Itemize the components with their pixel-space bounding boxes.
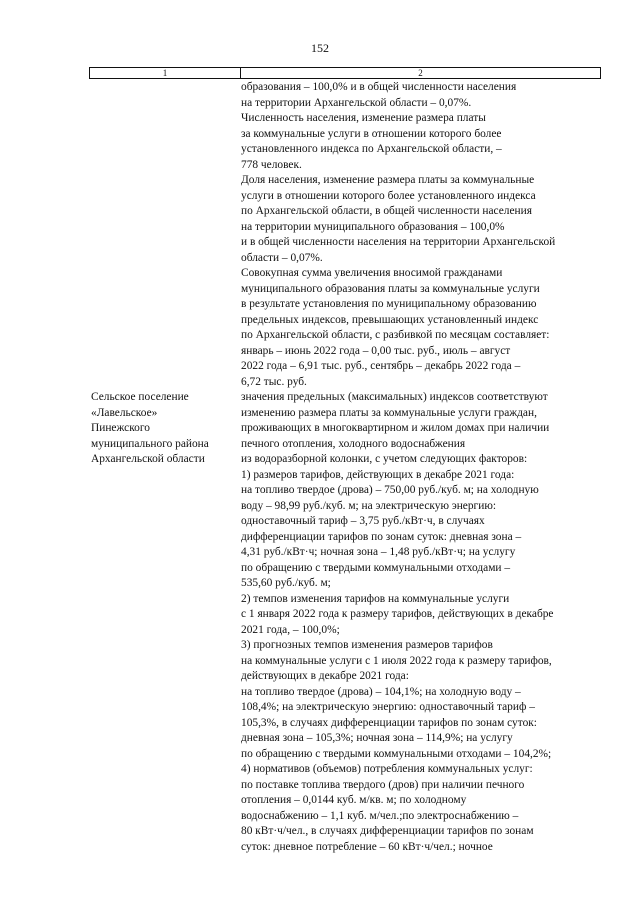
text-line: услуги в отношении которого более установленного индекса bbox=[241, 189, 536, 202]
text-line: дифференциации тарифов по зонам суток: дневная зона – bbox=[241, 530, 522, 543]
continued-text-block bbox=[241, 80, 606, 390]
text-line: суток: дневное потребление – 60 кВт·ч/чел.; ночное bbox=[241, 840, 493, 853]
text-line: 4,31 руб./кВт·ч; ночная зона – 1,48 руб./кВт·ч; на услугу bbox=[241, 546, 516, 558]
text-line: на коммунальные услуги с 1 июля 2022 года к размеру тарифов, bbox=[241, 654, 552, 667]
text-line: 1) размеров тарифов, действующих в декабре 2021 года: bbox=[241, 468, 515, 481]
municipality-description-cell bbox=[241, 390, 606, 855]
text-line: установленного индекса по Архангельской области, – bbox=[241, 143, 502, 155]
text-line: на топливо твердое (дрова) – 750,00 руб./куб. м; на холодную bbox=[241, 484, 539, 496]
text-line: и в общей численности населения на территории Архангельской bbox=[241, 236, 556, 248]
table-header-col-2: 2 bbox=[418, 68, 423, 78]
text-line: изменению размера платы за коммунальные услуги граждан, bbox=[241, 406, 537, 419]
text-line: по Архангельской области, с разбивкой по месяцам составляет: bbox=[241, 329, 550, 341]
municipality-name-cell bbox=[91, 390, 239, 468]
text-line: воду – 98,99 руб./куб. м; на электрическую энергию: bbox=[241, 499, 496, 512]
page-number: 152 bbox=[311, 41, 329, 55]
municipality-name-line: Пинежского bbox=[91, 422, 150, 434]
text-line: предельных индексов, превышающих установленный индекс bbox=[241, 313, 539, 326]
text-line: печного отопления, холодного водоснабжения bbox=[241, 437, 466, 450]
text-line: 4) нормативов (объемов) потребления коммунальных услуг: bbox=[241, 763, 533, 775]
text-line: образования – 100,0% и в общей численности населения bbox=[241, 81, 517, 93]
text-line: на территории муниципального образования – 100,0% bbox=[241, 220, 505, 233]
text-line: по обращению с твердыми коммунальными отходами – 104,2%; bbox=[241, 747, 552, 760]
table-header-col-1: 1 bbox=[90, 68, 241, 78]
text-line: муниципального образования платы за коммунальные услуги bbox=[241, 282, 540, 295]
text-line: 80 кВт·ч/чел., в случаях дифференциации тарифов по зонам bbox=[241, 825, 534, 837]
text-line: 535,60 руб./куб. м; bbox=[241, 577, 331, 589]
text-line: 2022 года – 6,91 тыс. руб., сентябрь – декабрь 2022 года – bbox=[241, 360, 521, 372]
text-line: действующих в декабре 2021 года: bbox=[241, 670, 409, 682]
text-line: 778 человек. bbox=[241, 158, 302, 171]
text-line: по Архангельской области, в общей численности населения bbox=[241, 205, 532, 217]
text-line: январь – июнь 2022 года – 0,00 тыс. руб., июль – август bbox=[241, 344, 511, 357]
text-line: на территории Архангельской области – 0,07%. bbox=[241, 96, 472, 109]
text-line: проживающих в многоквартирном и жилом домах при наличии bbox=[241, 422, 550, 434]
text-line: на топливо твердое (дрова) – 104,1%; на холодную воду – bbox=[241, 685, 521, 698]
text-line: Совокупная сумма увеличения вносимой гражданами bbox=[241, 267, 503, 279]
text-line: по обращению с твердыми коммунальными отходами – bbox=[241, 561, 511, 574]
text-line: дневная зона – 105,3%; ночная зона – 114,9%; на услугу bbox=[241, 732, 513, 744]
municipality-name-line: «Лавельское» bbox=[91, 406, 158, 419]
text-line: значения предельных (максимальных) индексов соответствуют bbox=[241, 391, 548, 403]
text-line: 2) темпов изменения тарифов на коммунальные услуги bbox=[241, 592, 510, 605]
municipality-name-line: муниципального района bbox=[91, 437, 209, 450]
text-line: по поставке топлива твердого (дров) при наличии печного bbox=[241, 778, 525, 791]
text-line: 105,3%, в случаях дифференциации тарифов по зонам суток: bbox=[241, 716, 537, 729]
text-line: за коммунальные услуги в отношении которого более bbox=[241, 127, 502, 140]
municipality-name-line: Архангельской области bbox=[91, 453, 205, 465]
text-line: 3) прогнозных темпов изменения размеров тарифов bbox=[241, 639, 493, 651]
text-line: 108,4%; на электрическую энергию: одноставочный тариф – bbox=[241, 701, 535, 713]
text-line: в результате установления по муниципальному образованию bbox=[241, 298, 537, 310]
text-line: области – 0,07%. bbox=[241, 251, 323, 264]
text-line: Численность населения, изменение размера платы bbox=[241, 112, 486, 124]
text-line: 6,72 тыс. руб. bbox=[241, 375, 307, 388]
municipality-name-line: Сельское поселение bbox=[91, 391, 189, 403]
text-line: 2021 года, – 100,0%; bbox=[241, 623, 340, 636]
text-line: отопления – 0,0144 куб. м/кв. м; по холодному bbox=[241, 794, 467, 806]
text-line: водоснабжению – 1,1 куб. м/чел.;по электроснабжению – bbox=[241, 809, 519, 822]
text-line: с 1 января 2022 года к размеру тарифов, действующих в декабре bbox=[241, 608, 554, 620]
text-line: из водоразборной колонки, с учетом следующих факторов: bbox=[241, 453, 528, 465]
text-line: Доля населения, изменение размера платы за коммунальные bbox=[241, 174, 535, 186]
table-header-row bbox=[89, 67, 601, 79]
text-line: одноставочный тариф – 3,75 руб./кВт·ч, в случаях bbox=[241, 515, 485, 527]
